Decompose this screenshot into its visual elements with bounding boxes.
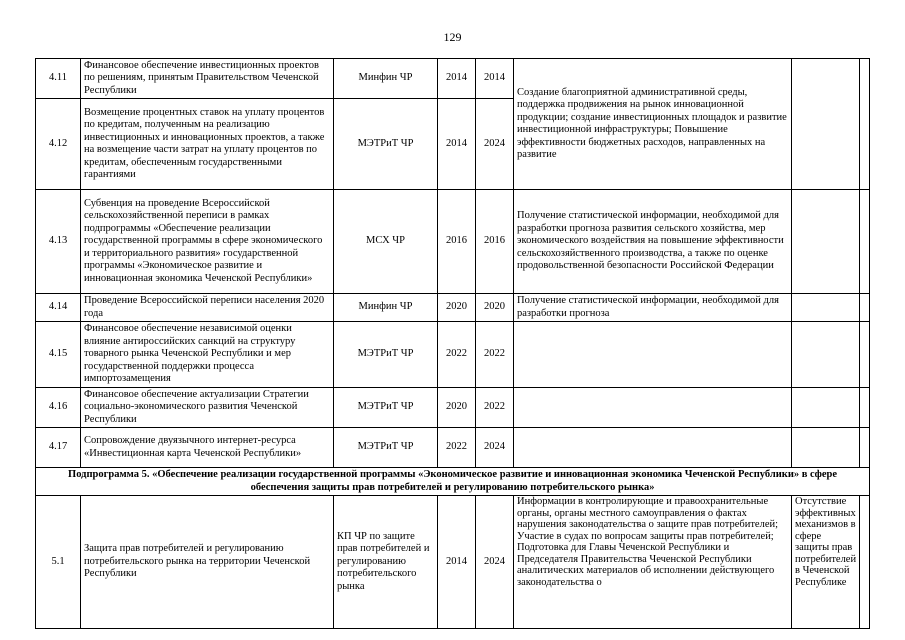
extra-cell — [860, 388, 870, 428]
extra-cell — [860, 428, 870, 468]
consequence-cell — [792, 294, 860, 322]
consequence-cell — [792, 388, 860, 428]
activity-name: Финансовое обеспечение актуализации Стратегии социально-экономического развития Чеченской Республики — [81, 388, 334, 428]
extra-cell — [860, 294, 870, 322]
expected-result: Получение статистической информации, необходимой для разработки прогноза развития сельского хозяйства, мер экономического воздействия на повышение эффективности сельскохозяйственного производства, а также по оценке продовольственной безопасности Российской Федерации — [514, 190, 792, 294]
executor: КП ЧР по защите прав потребителей и регулированию потребительского рынка — [334, 496, 438, 629]
table-row — [36, 322, 870, 388]
activity-name: Возмещение процентных ставок на уплату процентов по кредитам, полученным на реализацию инвестиционных и инновационных проектов, а также на возмещение части затрат на уплату процентов по кредитам, обеспеченным государственными гарантиями — [81, 99, 334, 190]
consequence-cell — [792, 322, 860, 388]
table-row — [36, 496, 870, 629]
consequence-cell — [792, 190, 860, 294]
end-year: 2022 — [476, 388, 514, 428]
activity-name: Финансовое обеспечение независимой оценки влияние антироссийских санкций на структуру товарного рынка Чеченской Республики и мер государственной поддержки процесса импортозамещения — [81, 322, 334, 388]
executor: МЭТРиТ ЧР — [334, 99, 438, 190]
end-year: 2024 — [476, 496, 514, 629]
row-number: 4.14 — [36, 294, 81, 322]
program-activities-table — [35, 58, 870, 629]
start-year: 2020 — [438, 294, 476, 322]
table-row — [36, 190, 870, 294]
start-year: 2022 — [438, 428, 476, 468]
expected-result — [514, 428, 792, 468]
executor: МЭТРиТ ЧР — [334, 388, 438, 428]
consequence: Отсутствие эффективных механизмов в сфере защиты прав потребителей в Чеченской Республике — [792, 496, 860, 629]
extra-cell — [860, 322, 870, 388]
end-year: 2022 — [476, 322, 514, 388]
consequence-cell — [792, 428, 860, 468]
table-row — [36, 428, 870, 468]
table-row — [36, 294, 870, 322]
end-year: 2024 — [476, 99, 514, 190]
row-number: 4.16 — [36, 388, 81, 428]
end-year: 2024 — [476, 428, 514, 468]
extra-cell — [860, 496, 870, 629]
subprogram-header-row — [36, 468, 870, 496]
end-year: 2014 — [476, 59, 514, 99]
expected-result — [514, 388, 792, 428]
executor: МЭТРиТ ЧР — [334, 428, 438, 468]
activity-name: Сопровождение двуязычного интернет-ресурса «Инвестиционная карта Чеченской Республики» — [81, 428, 334, 468]
page-number: 129 — [443, 30, 462, 44]
row-number: 4.12 — [36, 99, 81, 190]
start-year: 2014 — [438, 59, 476, 99]
row-number: 4.17 — [36, 428, 81, 468]
row-number: 4.15 — [36, 322, 81, 388]
start-year: 2020 — [438, 388, 476, 428]
activity-name: Проведение Всероссийской переписи населения 2020 года — [81, 294, 334, 322]
table-row — [36, 59, 870, 99]
table-row — [36, 388, 870, 428]
end-year: 2016 — [476, 190, 514, 294]
executor: МЭТРиТ ЧР — [334, 322, 438, 388]
start-year: 2016 — [438, 190, 476, 294]
extra-cell — [860, 59, 870, 190]
activity-name: Субвенция на проведение Всероссийской сельскохозяйственной переписи в рамках подпрограммы «Обеспечение реализации государственной программы в сфере экономического и территориального развития» государственной программы «Экономическое развитие и инновационная экономика Чеченской Республики» — [81, 190, 334, 294]
expected-result: Информации в контролирующие и правоохранительные органы, органы местного самоуправления о фактах нарушения законодательства о защите прав потребителей; Участие в судах по вопросам защиты прав потребителей; Подготовка для Главы Чеченской Республики и Председателя Правительства Чеченской Республики аналитических материалов об исполнении действующего законодательства о — [514, 496, 792, 629]
row-number: 4.11 — [36, 59, 81, 99]
end-year: 2020 — [476, 294, 514, 322]
expected-result: Создание благоприятной административной среды, поддержка продвижения на рынок инновационной продукции; создание инвестиционных площадок и развитие инвестиционной инфраструктуры; Повышение эффективности бюджетных расходов, направленных на развитие — [514, 59, 792, 190]
consequence-cell — [792, 59, 860, 190]
expected-result: Получение статистической информации, необходимой для разработки прогноза — [514, 294, 792, 322]
executor: Минфин ЧР — [334, 294, 438, 322]
row-number: 4.13 — [36, 190, 81, 294]
activity-name: Финансовое обеспечение инвестиционных проектов по решениям, принятым Правительством Чеченской Республики — [81, 59, 334, 99]
start-year: 2014 — [438, 99, 476, 190]
start-year: 2014 — [438, 496, 476, 629]
extra-cell — [860, 190, 870, 294]
expected-result — [514, 322, 792, 388]
subprogram-5-title: Подпрограмма 5. «Обеспечение реализации государственной программы «Экономическое развитие и инновационная экономика Чеченской Республики» в сфере обеспечения защиты прав потребителей и регулированию потребительского рынка» — [36, 468, 870, 496]
executor: МСХ ЧР — [334, 190, 438, 294]
activity-name: Защита прав потребителей и регулированию потребительского рынка на территории Чеченской Республики — [81, 496, 334, 629]
row-number: 5.1 — [36, 496, 81, 629]
start-year: 2022 — [438, 322, 476, 388]
executor: Минфин ЧР — [334, 59, 438, 99]
